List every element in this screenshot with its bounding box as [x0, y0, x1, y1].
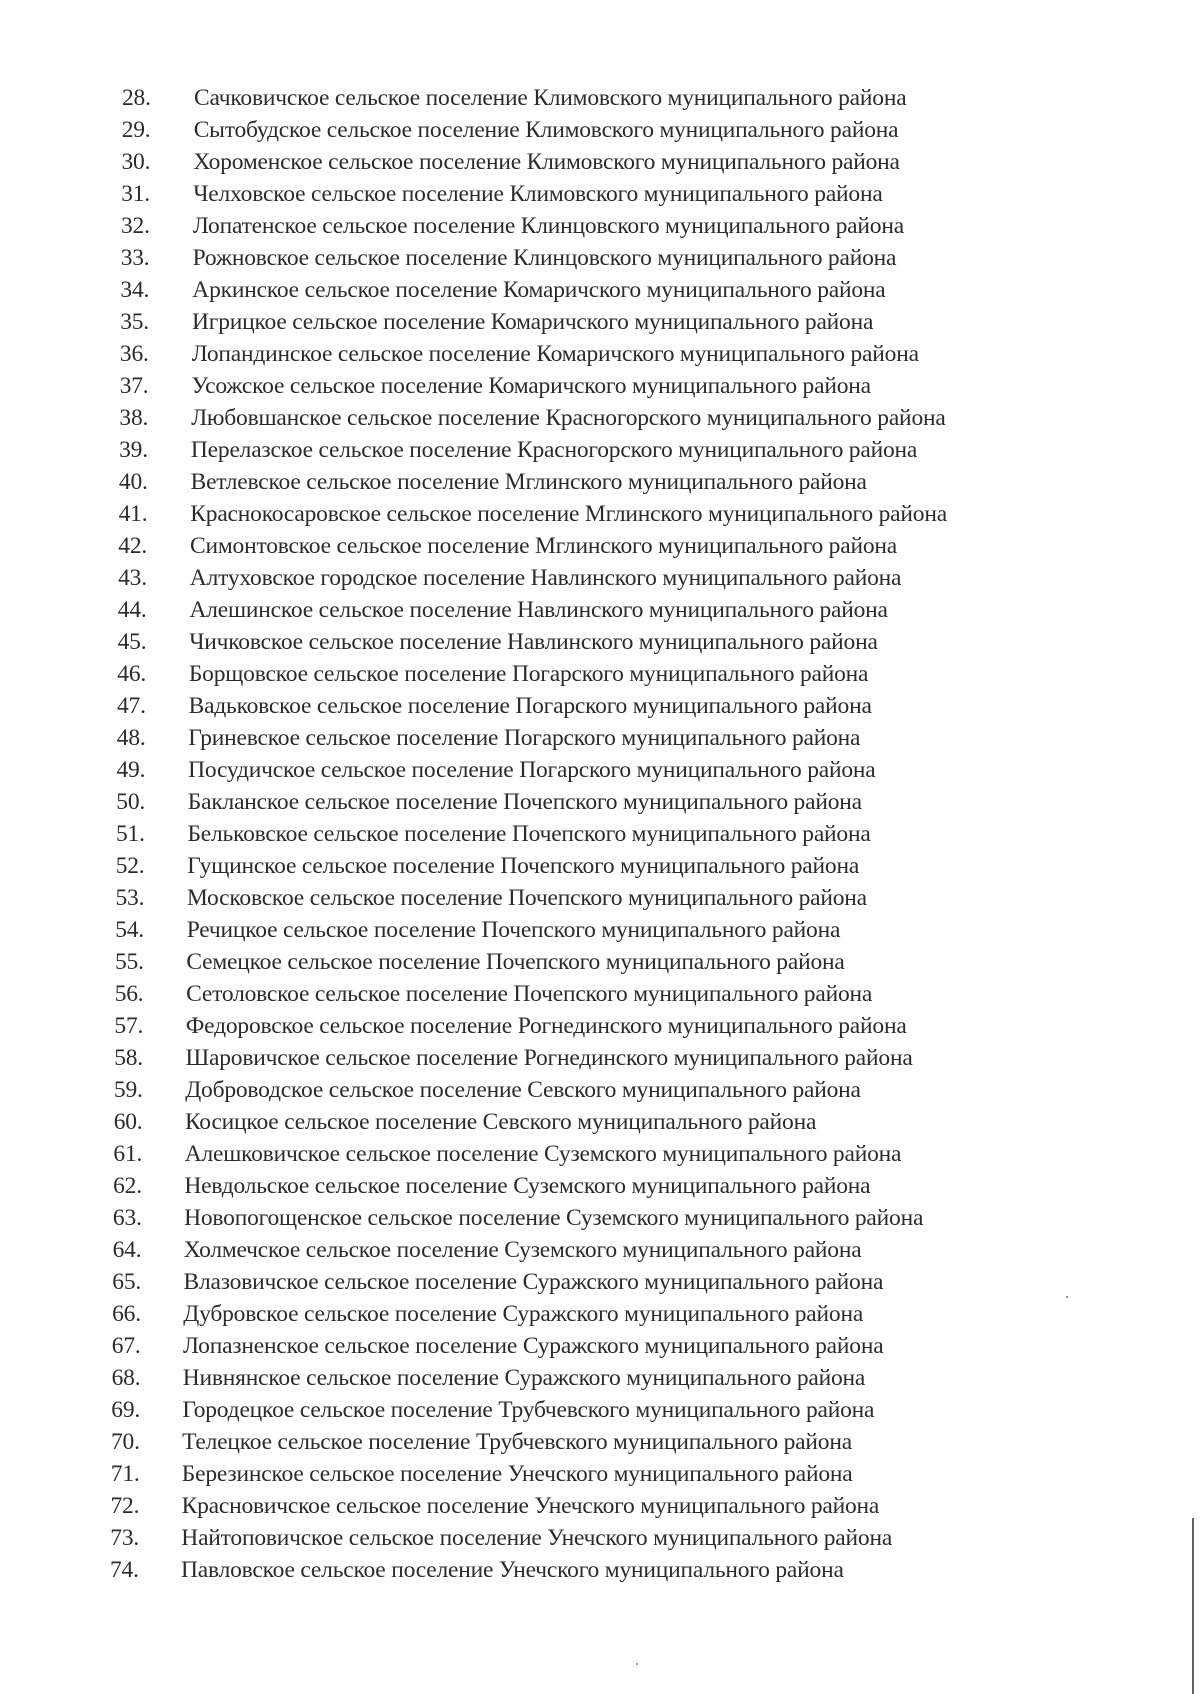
- list-item: [0, 1010, 1200, 1042]
- settlement-name: Борщовское сельское поселение Погарского муниципального района: [188, 661, 869, 687]
- list-item: [0, 594, 1200, 626]
- settlement-name: Гущинское сельское поселение Почепского муниципального района: [187, 853, 860, 879]
- settlement-name: Лопазненское сельское поселение Суражского муниципального района: [183, 1333, 884, 1359]
- list-item: [0, 1298, 1200, 1330]
- item-number: 49.: [116, 757, 146, 783]
- list-item: [0, 1042, 1200, 1074]
- item-number: 55.: [115, 949, 144, 975]
- list-item: [0, 754, 1200, 786]
- list-item: [0, 1362, 1200, 1394]
- item-number: 42.: [118, 533, 148, 559]
- settlement-name: Лопандинское сельское поселение Комаричского муниципального района: [191, 341, 919, 367]
- settlement-name: Бакланское сельское поселение Почепского муниципального района: [187, 789, 862, 815]
- settlement-name: Посудичское сельское поселение Погарского муниципального района: [188, 757, 876, 783]
- item-number: 62.: [113, 1173, 142, 1199]
- settlement-name: Лопатенское сельское поселение Клинцовского муниципального района: [192, 213, 904, 239]
- item-number: 35.: [120, 309, 149, 335]
- settlement-name: Холмечское сельское поселение Суземского муниципального района: [183, 1237, 862, 1263]
- settlement-name: Алешинское сельское поселение Навлинского муниципального района: [189, 597, 888, 623]
- settlement-name: Невдольское сельское поселение Суземского муниципального района: [184, 1173, 871, 1199]
- list-item: [0, 370, 1200, 402]
- list-item: [0, 434, 1200, 466]
- list-item: [0, 690, 1200, 722]
- item-number: 67.: [111, 1333, 141, 1359]
- item-number: 65.: [112, 1269, 142, 1295]
- settlement-name: Красновичское сельское поселение Унечского муниципального района: [181, 1493, 880, 1519]
- settlement-name: Перелазское сельское поселение Красногорского муниципального района: [190, 437, 918, 463]
- settlement-name: Аркинское сельское поселение Комаричского муниципального района: [192, 277, 886, 303]
- item-number: 39.: [119, 437, 148, 463]
- settlement-name: Усожское сельское поселение Комаричского муниципального района: [191, 373, 871, 399]
- settlement-name: Березинское сельское поселение Унечского муниципального района: [181, 1461, 853, 1487]
- item-number: 61.: [113, 1141, 143, 1167]
- list-item: [0, 1330, 1200, 1362]
- item-number: 53.: [115, 885, 145, 911]
- item-number: 40.: [118, 469, 148, 495]
- settlement-name: Чичковское сельское поселение Навлинского муниципального района: [189, 629, 878, 655]
- list-item: [0, 1426, 1200, 1458]
- list-item: [0, 1554, 1200, 1586]
- item-number: 57.: [114, 1013, 144, 1039]
- item-number: 29.: [121, 117, 151, 143]
- list-item: [0, 274, 1200, 306]
- list-item: [0, 146, 1200, 178]
- item-number: 44.: [117, 597, 147, 623]
- settlement-name: Любовшанское сельское поселение Красногорского муниципального района: [191, 405, 946, 431]
- list-item: [0, 562, 1200, 594]
- list-item: [0, 1106, 1200, 1138]
- list-item: [0, 722, 1200, 754]
- item-number: 52.: [115, 853, 145, 879]
- scan-edge-mark: [1192, 1518, 1194, 1694]
- item-number: 45.: [117, 629, 147, 655]
- list-item: [0, 530, 1200, 562]
- list-item: [0, 786, 1200, 818]
- settlement-name: Рожновское сельское поселение Клинцовского муниципального района: [192, 245, 897, 271]
- item-number: 60.: [113, 1109, 143, 1135]
- list-item: [0, 1138, 1200, 1170]
- scan-speck: [636, 1663, 638, 1665]
- item-number: 71.: [110, 1461, 140, 1487]
- settlement-name: Городецкое сельское поселение Трубчевского муниципального района: [182, 1397, 875, 1423]
- settlement-name: Влазовичское сельское поселение Суражского муниципального района: [183, 1269, 884, 1295]
- item-number: 66.: [112, 1301, 141, 1327]
- settlement-name: Дубровское сельское поселение Суражского муниципального района: [183, 1301, 864, 1327]
- item-number: 59.: [113, 1077, 143, 1103]
- item-number: 73.: [110, 1525, 140, 1551]
- item-number: 48.: [116, 725, 146, 751]
- list-item: [0, 1234, 1200, 1266]
- settlement-name: Гриневское сельское поселение Погарского муниципального района: [188, 725, 861, 751]
- list-item: [0, 850, 1200, 882]
- settlement-name: Нивнянское сельское поселение Суражского муниципального района: [182, 1365, 866, 1391]
- settlement-name: Шаровичское сельское поселение Рогнединского муниципального района: [185, 1045, 913, 1071]
- settlement-name: Федоровское сельское поселение Рогнединского муниципального района: [185, 1013, 907, 1039]
- list-item: [0, 210, 1200, 242]
- list-item: [0, 1202, 1200, 1234]
- list-item: [0, 1170, 1200, 1202]
- settlement-name: Новопогощенское сельское поселение Суземского муниципального района: [184, 1205, 924, 1231]
- list-item: [0, 1490, 1200, 1522]
- item-number: 74.: [110, 1557, 139, 1583]
- item-number: 47.: [117, 693, 146, 719]
- item-number: 32.: [121, 213, 150, 239]
- item-number: 54.: [115, 917, 144, 943]
- settlement-list: [0, 82, 1200, 1586]
- list-item: [0, 882, 1200, 914]
- item-number: 34.: [120, 277, 150, 303]
- item-number: 69.: [111, 1397, 141, 1423]
- settlement-name: Алтуховское городское поселение Навлинского муниципального района: [189, 565, 902, 591]
- list-item: [0, 978, 1200, 1010]
- settlement-name: Краснокосаровское сельское поселение Мглинского муниципального района: [190, 501, 947, 527]
- settlement-name: Доброводское сельское поселение Севского муниципального района: [185, 1077, 861, 1103]
- list-item: [0, 818, 1200, 850]
- list-item: [0, 498, 1200, 530]
- list-item: [0, 1458, 1200, 1490]
- item-number: 72.: [110, 1493, 140, 1519]
- settlement-name: Московское сельское поселение Почепского муниципального района: [186, 885, 867, 911]
- scan-speck: [1066, 1296, 1068, 1298]
- item-number: 51.: [116, 821, 145, 847]
- item-number: 30.: [121, 149, 151, 175]
- settlement-name: Телецкое сельское поселение Трубчевского муниципального района: [182, 1429, 852, 1455]
- item-number: 68.: [111, 1365, 141, 1391]
- settlement-name: Челховское сельское поселение Климовского муниципального района: [193, 181, 883, 207]
- list-item: [0, 242, 1200, 274]
- settlement-name: Игрицкое сельское поселение Комаричского муниципального района: [192, 309, 874, 335]
- item-number: 41.: [118, 501, 148, 527]
- list-item: [0, 82, 1200, 114]
- list-item: [0, 1522, 1200, 1554]
- list-item: [0, 1266, 1200, 1298]
- settlement-name: Найтоповичское сельское поселение Унечского муниципального района: [181, 1525, 893, 1551]
- item-number: 50.: [116, 789, 146, 815]
- list-item: [0, 626, 1200, 658]
- item-number: 43.: [118, 565, 147, 591]
- settlement-name: Речицкое сельское поселение Почепского муниципального района: [186, 917, 841, 943]
- list-item: [0, 306, 1200, 338]
- settlement-name: Семецкое сельское поселение Почепского муниципального района: [186, 949, 845, 975]
- settlement-name: Сытобудское сельское поселение Климовского муниципального района: [193, 117, 899, 143]
- settlement-name: Сетоловское сельское поселение Почепского муниципального района: [186, 981, 873, 1007]
- list-item: [0, 946, 1200, 978]
- settlement-name: Вадьковское сельское поселение Погарского муниципального района: [188, 693, 872, 719]
- list-item: [0, 658, 1200, 690]
- list-item: [0, 338, 1200, 370]
- item-number: 70.: [111, 1429, 140, 1455]
- item-number: 58.: [114, 1045, 143, 1071]
- list-item: [0, 178, 1200, 210]
- item-number: 63.: [112, 1205, 142, 1231]
- list-item: [0, 466, 1200, 498]
- item-number: 31.: [121, 181, 150, 207]
- settlement-name: Бельковское сельское поселение Почепского муниципального района: [187, 821, 871, 847]
- settlement-name: Косицкое сельское поселение Севского муниципального района: [185, 1109, 817, 1135]
- list-item: [0, 1074, 1200, 1106]
- item-number: 38.: [119, 405, 149, 431]
- item-number: 37.: [119, 373, 149, 399]
- settlement-name: Алешковичское сельское поселение Суземского муниципального района: [184, 1141, 902, 1167]
- item-number: 64.: [112, 1237, 142, 1263]
- settlement-name: Хороменское сельское поселение Климовского муниципального района: [193, 149, 900, 175]
- item-number: 46.: [117, 661, 147, 687]
- settlement-name: Павловское сельское поселение Унечского муниципального района: [181, 1557, 844, 1583]
- settlement-name: Сачковичское сельское поселение Климовского муниципального района: [194, 85, 907, 111]
- list-item: [0, 114, 1200, 146]
- list-item: [0, 914, 1200, 946]
- settlement-name: Симонтовское сельское поселение Мглинского муниципального района: [190, 533, 897, 559]
- item-number: 28.: [122, 85, 151, 111]
- item-number: 33.: [120, 245, 150, 271]
- list-item: [0, 402, 1200, 434]
- settlement-name: Ветлевское сельское поселение Мглинского муниципального района: [190, 469, 867, 495]
- item-number: 36.: [119, 341, 149, 367]
- list-item: [0, 1394, 1200, 1426]
- item-number: 56.: [114, 981, 144, 1007]
